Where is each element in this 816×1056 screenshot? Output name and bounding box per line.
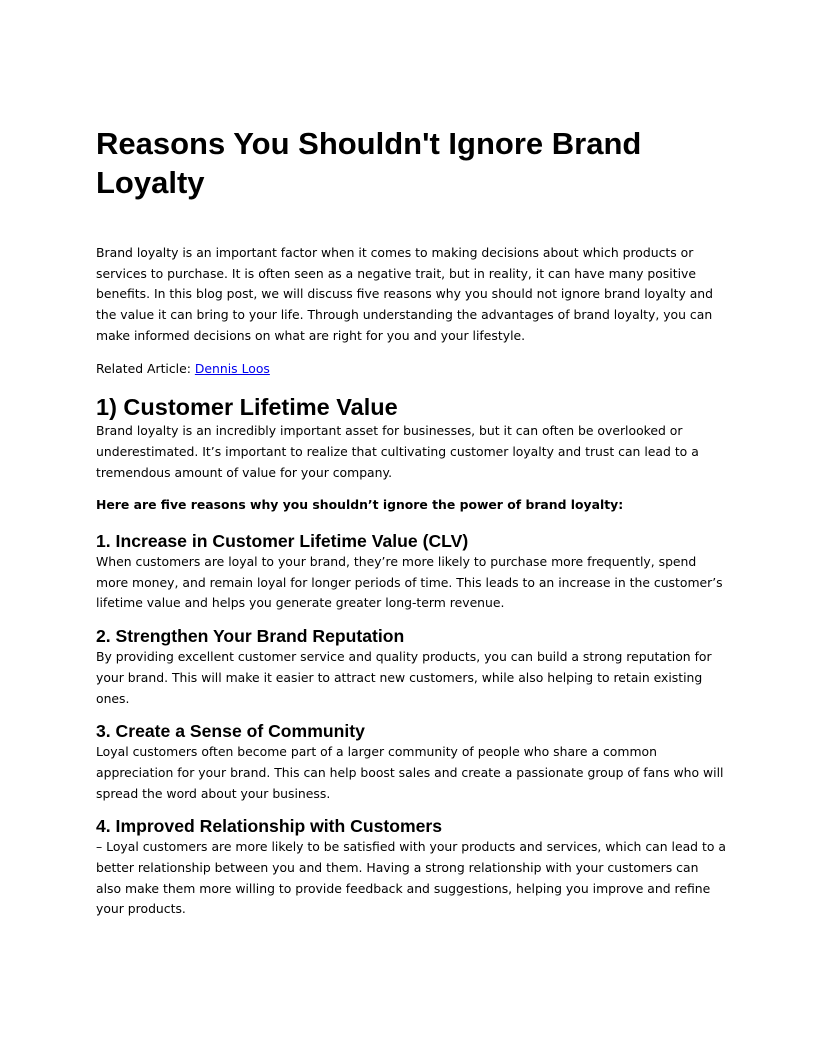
related-article-line <box>96 359 726 380</box>
reason-item <box>96 530 726 614</box>
reason-text: When customers are loyal to your brand, they’re more likely to purchase more frequently, spend more money, and remain loyal for longer periods of time. This leads to an increase in the customer’s lifetime value and helps you generate greater long-term revenue. <box>96 554 723 611</box>
lead-in-text: Here are five reasons why you shouldn’t ignore the power of brand loyalty: <box>96 497 624 513</box>
reason-text: Loyal customers often become part of a larger community of people who share a common appreciation for your brand. This can help boost sales and create a passionate group of fans who will spread the word about your business. <box>96 744 724 801</box>
document-page <box>96 124 726 931</box>
reason-text: – Loyal customers are more likely to be satisfied with your products and services, which can lead to a better relationship between you and them. Having a strong relationship with your customers can also make them more willing to provide feedback and suggestions, helping you improve and refine your products. <box>96 839 726 917</box>
related-article-label: Related Article: <box>96 360 195 376</box>
article-title: Reasons You Shouldn't Ignore Brand Loyalty <box>96 126 642 200</box>
reason-heading: 4. Improved Relationship with Customers <box>96 816 443 837</box>
section-heading: 1) Customer Lifetime Value <box>96 394 398 421</box>
reason-text: By providing excellent customer service and quality products, you can build a strong reputation for your brand. This will make it easier to attract new customers, while also helping to retain existing ones. <box>96 649 712 706</box>
reason-item <box>96 625 726 709</box>
reason-heading: 3. Create a Sense of Community <box>96 721 365 742</box>
reason-item <box>96 720 726 804</box>
section-paragraph: Brand loyalty is an incredibly important asset for businesses, but it can often be overlooked or underestimated. It’s important to realize that cultivating customer loyalty and trust can lead to a tremendous amount of value for your company. <box>96 423 699 480</box>
reason-heading: 2. Strengthen Your Brand Reputation <box>96 626 405 647</box>
related-article-link[interactable]: Dennis Loos <box>194 360 270 376</box>
reason-heading: 1. Increase in Customer Lifetime Value (CLV) <box>96 531 469 552</box>
reason-item <box>96 815 726 920</box>
intro-paragraph: Brand loyalty is an important factor when it comes to making decisions about which products or services to purchase. It is often seen as a negative trait, but in reality, it can have many positive benefits. In this blog post, we will discuss five reasons why you should not ignore brand loyalty and the value it can bring to your life. Through understanding the advantages of brand loyalty, you can make informed decisions on what are right for you and your lifestyle. <box>96 245 714 343</box>
